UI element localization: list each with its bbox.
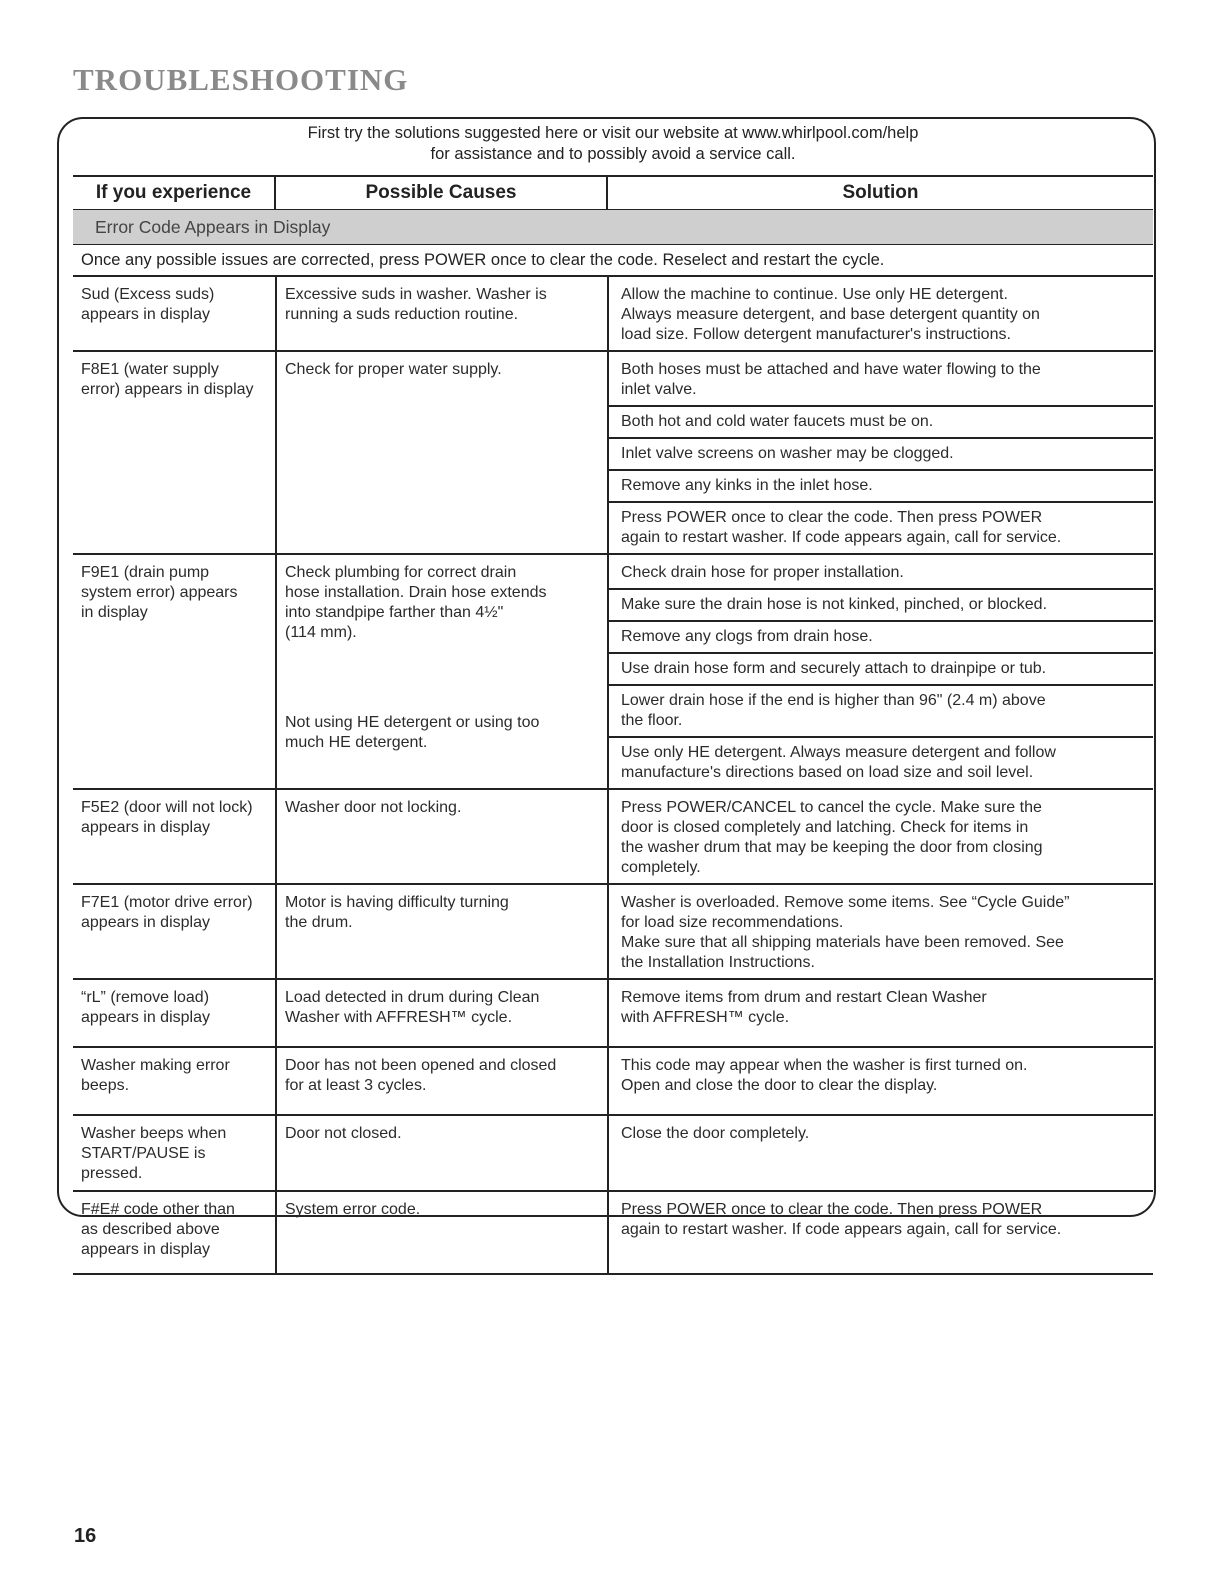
solution-text: Allow the machine to continue. Use only HE detergent. Always measure detergent, and base detergent quantity on load size. Follow detergent manufacturer's instructions. xyxy=(621,286,1040,343)
solution-text: Check drain hose for proper installation. xyxy=(621,564,904,581)
table-row xyxy=(73,351,1153,554)
causes-cell xyxy=(276,1115,608,1191)
solution-text: Use only HE detergent. Always measure detergent and follow manufacture's directions based on load size and soil level. xyxy=(609,736,1153,788)
solution-text: Lower drain hose if the end is higher than 96" (2.4 m) above the floor. xyxy=(609,684,1153,736)
cause-text: Washer door not locking. xyxy=(285,799,462,816)
solution-text: Press POWER once to clear the code. Then press POWER again to restart washer. If code appears again, call for service. xyxy=(609,501,1153,553)
cause-text: Not using HE detergent or using too much HE detergent. xyxy=(285,714,540,751)
symptom-cell: F#E# code other than as described above appears in display xyxy=(73,1191,276,1273)
solution-text: Remove any kinks in the inlet hose. xyxy=(609,469,1153,501)
page-number: 16 xyxy=(74,1525,97,1547)
page-title: TROUBLESHOOTING xyxy=(73,62,409,97)
solutions-cell xyxy=(608,789,1153,884)
solution-text: Close the door completely. xyxy=(621,1125,810,1142)
solutions-cell xyxy=(608,979,1153,1047)
intro-line-2: for assistance and to possibly avoid a service call. xyxy=(430,145,796,163)
table-row xyxy=(73,1191,1153,1273)
causes-cell xyxy=(276,789,608,884)
header-possible-causes: Possible Causes xyxy=(276,177,608,209)
symptom-cell: “rL” (remove load) appears in display xyxy=(73,979,276,1047)
cause-text: Motor is having difficulty turning the drum. xyxy=(285,894,509,931)
intro-text xyxy=(74,123,1152,165)
intro-line-1: First try the solutions suggested here or visit our website at www.whirlpool.com/help xyxy=(307,124,919,142)
solution-text: Remove any clogs from drain hose. xyxy=(609,620,1153,652)
solution-text: Both hoses must be attached and have water flowing to the inlet valve. xyxy=(621,361,1041,398)
solution-text: Inlet valve screens on washer may be clogged. xyxy=(609,437,1153,469)
table-row xyxy=(73,884,1153,979)
solutions-cell xyxy=(608,277,1153,351)
solution-text: This code may appear when the washer is first turned on. Open and close the door to clear the display. xyxy=(621,1057,1028,1094)
cause-text: System error code. xyxy=(285,1201,421,1218)
causes-cell xyxy=(276,277,608,351)
table-row xyxy=(73,554,1153,789)
header-if-you-experience: If you experience xyxy=(73,177,276,209)
solution-text: Remove items from drum and restart Clean Washer with AFFRESH™ cycle. xyxy=(621,989,987,1026)
table-row xyxy=(73,789,1153,884)
cause-text: Excessive suds in washer. Washer is running a suds reduction routine. xyxy=(285,286,547,323)
solution-text: Press POWER/CANCEL to cancel the cycle. Make sure the door is closed completely and latching. Check for items in the washer drum that may be keeping the door from closing completely. xyxy=(621,799,1043,876)
cause-text: Door has not been opened and closed for at least 3 cycles. xyxy=(285,1057,557,1094)
table-row xyxy=(73,1115,1153,1191)
header-solution: Solution xyxy=(842,182,919,203)
cause-text: Check for proper water supply. xyxy=(285,361,502,378)
symptom-cell: F8E1 (water supply error) appears in display xyxy=(73,351,276,554)
symptom-cell: F7E1 (motor drive error) appears in display xyxy=(73,884,276,979)
solutions-cell xyxy=(608,351,1153,554)
category-band: Error Code Appears in Display xyxy=(73,210,1153,245)
solution-text: Use drain hose form and securely attach to drainpipe or tub. xyxy=(609,652,1153,684)
table-header xyxy=(73,177,1153,210)
symptom-cell: F5E2 (door will not lock) appears in display xyxy=(73,789,276,884)
symptom-cell: Sud (Excess suds) appears in display xyxy=(73,277,276,351)
cause-text: Load detected in drum during Clean Washer with AFFRESH™ cycle. xyxy=(285,989,540,1026)
category-note: Once any possible issues are corrected, press POWER once to clear the code. Reselect and restart the cycle. xyxy=(73,245,1153,277)
cause-text: Check plumbing for correct drain hose installation. Drain hose extends into standpipe farther than 4½" (114 mm). xyxy=(285,564,547,641)
cause-text: Door not closed. xyxy=(285,1125,402,1142)
causes-cell xyxy=(276,884,608,979)
symptom-cell: F9E1 (drain pump system error) appears in display xyxy=(73,554,276,789)
symptom-cell: Washer making error beeps. xyxy=(73,1047,276,1115)
solution-text: Press POWER once to clear the code. Then press POWER again to restart washer. If code appears again, call for service. xyxy=(621,1201,1062,1238)
solution-text: Washer is overloaded. Remove some items. See “Cycle Guide” for load size recommendations. Make sure that all shipping materials have been removed. See the Installation Instructions. xyxy=(621,894,1070,971)
table-row xyxy=(73,979,1153,1047)
causes-cell xyxy=(276,554,608,789)
solutions-cell xyxy=(608,1047,1153,1115)
solutions-cell xyxy=(608,554,1153,789)
causes-cell xyxy=(276,1191,608,1273)
causes-cell xyxy=(276,351,608,554)
troubleshooting-table xyxy=(73,175,1153,1275)
solutions-cell xyxy=(608,1115,1153,1191)
causes-cell xyxy=(276,1047,608,1115)
table-row xyxy=(73,1047,1153,1115)
causes-cell xyxy=(276,979,608,1047)
table-row xyxy=(73,277,1153,351)
solutions-cell xyxy=(608,1191,1153,1273)
solution-text: Make sure the drain hose is not kinked, pinched, or blocked. xyxy=(609,588,1153,620)
table-body xyxy=(73,277,1153,1273)
symptom-cell: Washer beeps when START/PAUSE is pressed. xyxy=(73,1115,276,1191)
solutions-cell xyxy=(608,884,1153,979)
solution-text: Both hot and cold water faucets must be on. xyxy=(609,405,1153,437)
